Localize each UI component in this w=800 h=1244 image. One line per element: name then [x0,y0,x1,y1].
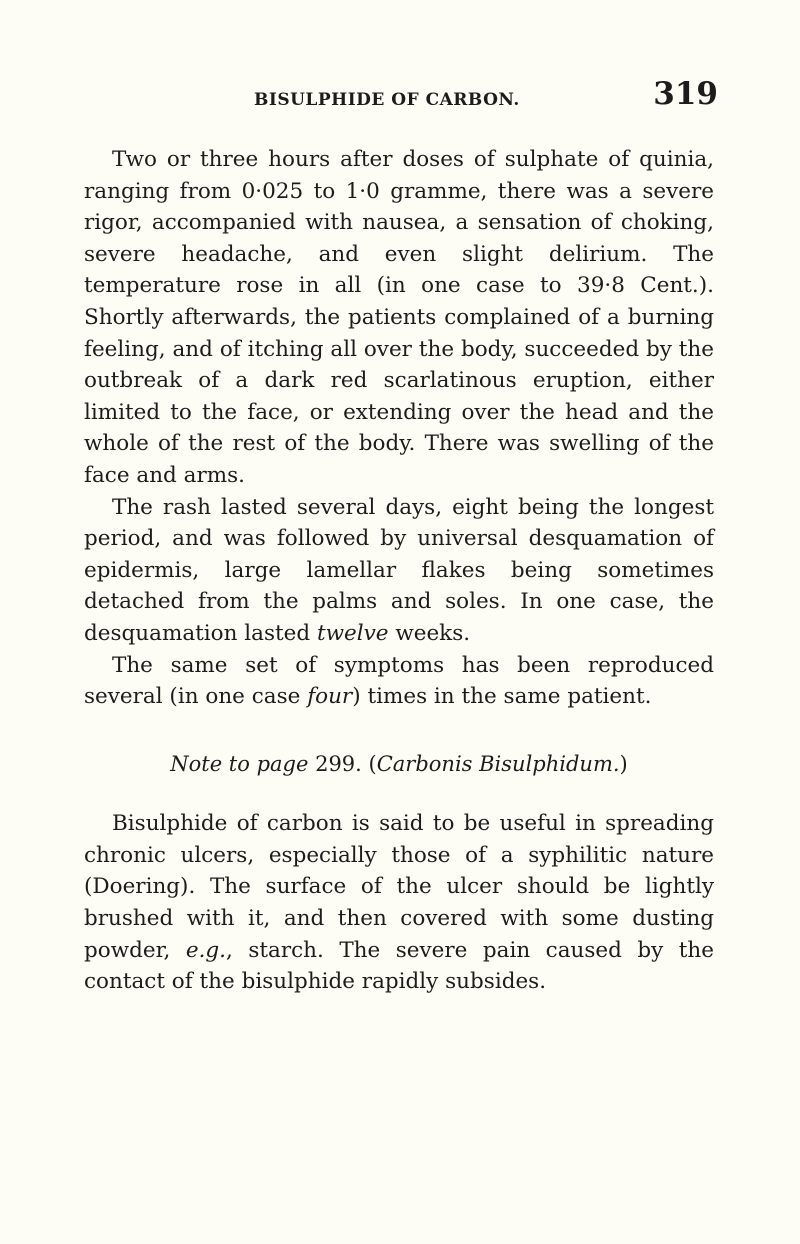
rash-italic-twelve: twelve [316,620,389,646]
note-heading-latin: Carbonis Bisulphidum. [376,751,620,776]
ulcers-italic-eg: e.g. [185,937,227,963]
reproduced-text-end: ) times in the same patient. [352,684,652,710]
paragraph-bisulphide-ulcers [84,808,714,998]
paragraph-reproduced-symptoms [84,650,714,713]
running-title: BISULPHIDE OF CARBON. [254,90,520,110]
ulcers-text-start: Bisulphide of carbon is said to be useful in spreading chronic ulcers, especially those of a syphilitic nature (Doering). The surface of the ulcer should be lightly brushed with it, and then covered with some dusting powder, [84,811,714,963]
paragraph-rigor-symptoms: Two or three hours after doses of sulphate of quinia, ranging from 0·025 to 1·0 gramme, there was a severe rigor, accompanied with nausea, a sensation of choking, severe headache, and even slight delirium. The temperature rose in all (in one case to 39·8 Cent.). Shortly afterwards, the patients complained of a burning feeling, and of itching all over the body, succeeded by the outbreak of a dark red scarlatinous eruption, either limited to the face, or extending over the head and the whole of the rest of the body. There was swelling of the face and arms. [84,147,714,488]
ulcers-text-end: , starch. The severe pain caused by the contact of the bisulphide rapidly subsides. [84,937,714,995]
paragraph-rash-desquamation [84,492,714,650]
rash-text-end: weeks. [388,620,471,646]
note-heading-page: 299. ( [308,751,377,776]
page-number: 319 [653,76,718,112]
running-head [84,76,718,120]
note-heading-close: ) [619,751,628,776]
note-heading-label: Note to page [170,751,309,776]
reproduced-text-start: The same set of symptoms has been reproduced several (in one case [84,652,714,710]
rash-text-start: The rash lasted several days, eight being the longest period, and was followed by universal desquamation of epidermis, large lamellar flakes being sometimes detached from the palms and soles. In one case, the desquamation lasted [84,494,714,646]
note-heading [84,749,714,781]
reproduced-italic-four: four [307,684,353,710]
